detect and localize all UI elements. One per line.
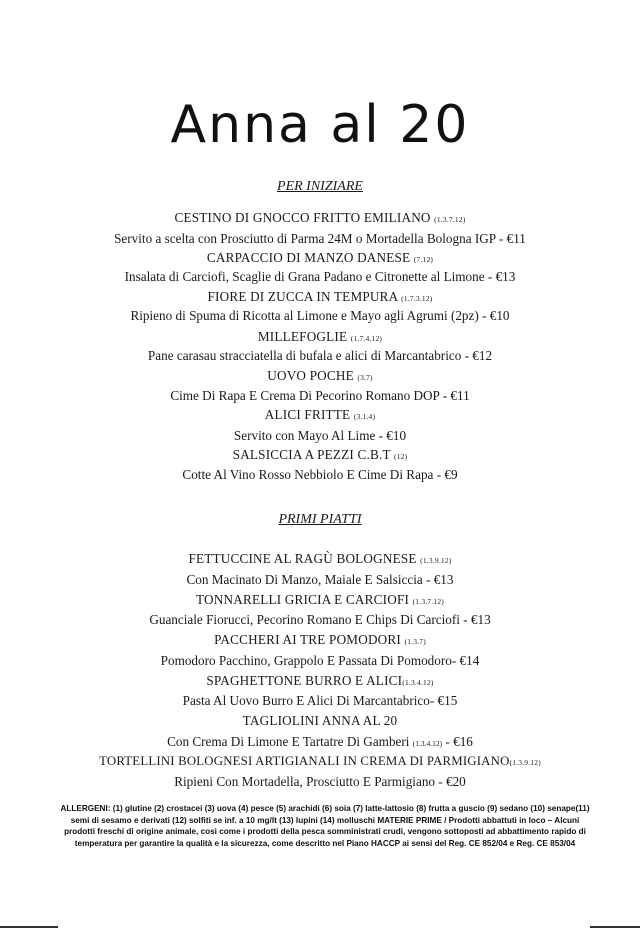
dish-description: Pomodoro Pacchino, Grappolo E Passata Di Pomodoro- €14 [160,653,480,668]
allergen-code: (1.3.9.12) [509,758,541,767]
dish-description: Cotte Al Vino Rosso Nebbiolo E Cime Di Rapa - €9 [182,467,458,482]
allergen-code: (1.3.7.12) [434,215,466,224]
dish-name: SPAGHETTONE BURRO E ALICI(1.3.4.12) [206,673,434,688]
dish-description: Servito con Mayo Al Lime - €10 [233,428,407,443]
restaurant-title: Anna al 20 [170,95,470,155]
section-heading-primi-piatti: PRIMI PIATTI [278,512,362,527]
allergen-code: (1.3.9.12) [420,556,452,565]
dish-description: Cime Di Rapa E Crema Di Pecorino Romano DOP - €11 [170,388,470,403]
dish-description: Con Crema Di Limone E Tartatre Di Gamberi (1.3.4.12) - €16 [167,734,473,749]
allergen-legend: ALLERGENI: (1) glutine (2) crostacei (3) uova (4) pesce (5) arachidi (6) soia (7) latte-lattosio (8) frutta a guscio (9) sedano (10) senape(11) semi di sesamo e derivati (12) solfiti se inf. a 10 mg/lt (13) lupini (14) molluschi MATERIE PRIME / Prodotti abbattuti in loco – Alcuni prodotti freschi di origine animale, così come i prodotti della pesca somministrati crudi, vengono sottoposti ad abbattimento rapido di temperatura per garantire la qualità e la sicurezza, come descritto nel Piano HACCP ai sensi del Reg. CE 852/04 e Reg. CE 853/04 [60,804,590,848]
allergen-code: (1.3.4.12) [402,678,434,687]
dish-name: FETTUCCINE AL RAGÙ BOLOGNESE (1.3.9.12) [188,551,452,566]
dish-name: TAGLIOLINI ANNA AL 20 [242,713,398,728]
page-edge-mark-left [0,926,58,928]
dish-description: Servito a scelta con Prosciutto di Parma 24M o Mortadella Bologna IGP - €11 [114,231,526,246]
dish-description: Pane carasau stracciatella di bufala e alici di Marcantabrico - €12 [147,348,493,363]
page-edge-mark-right [590,926,640,928]
allergen-code: (1.3.7) [404,637,426,646]
allergen-code: (1.3.7.12) [412,597,444,606]
allergen-code: (1.3.4.12) [412,739,443,748]
dish-description: Ripieni Con Mortadella, Prosciutto E Parmigiano - €20 [174,774,466,789]
allergen-code: (3.1.4) [353,412,376,421]
allergen-code: (1.7.3.12) [401,294,433,303]
dish-description: Insalata di Carciofi, Scaglie di Grana Padano e Citronette al Limone - €13 [124,269,516,284]
dish-description: Guanciale Fiorucci, Pecorino Romano E Chips Di Carciofi - €13 [149,612,491,627]
dish-name: CESTINO DI GNOCCO FRITTO EMILIANO (1.3.7.12) [174,210,466,225]
dish-name: TONNARELLI GRICIA E CARCIOFI (1.3.7.12) [196,592,444,607]
dish-description: Con Macinato Di Manzo, Maiale E Salsiccia - €13 [186,572,454,587]
allergen-code: (1.7.4.12) [350,334,383,343]
dish-name: TORTELLINI BOLOGNESI ARTIGIANALI IN CREMA DI PARMIGIANO(1.3.9.12) [99,754,541,768]
allergen-code: (3.7) [357,373,373,382]
dish-description: Pasta Al Uovo Burro E Alici Di Marcantabrico- €15 [182,693,458,708]
allergen-code: (7.12) [413,255,434,264]
dish-name: PACCHERI AI TRE POMODORI (1.3.7) [214,632,426,647]
dish-name: ALICI FRITTE (3.1.4) [264,407,376,422]
dish-name: CARPACCIO DI MANZO DANESE (7.12) [206,250,434,265]
section-heading-per-iniziare: PER INIZIARE [277,179,363,194]
dish-name: SALSICCIA A PEZZI C.B.T (12) [232,447,408,462]
dish-name: MILLEFOGLIE (1.7.4.12) [257,329,383,344]
dish-name: UOVO POCHE (3.7) [267,368,373,383]
allergen-code: (12) [394,452,408,461]
dish-name: FIORE DI ZUCCA IN TEMPURA (1.7.3.12) [207,289,433,304]
dish-description: Ripieno di Spuma di Ricotta al Limone e Mayo agli Agrumi (2pz) - €10 [130,308,510,323]
